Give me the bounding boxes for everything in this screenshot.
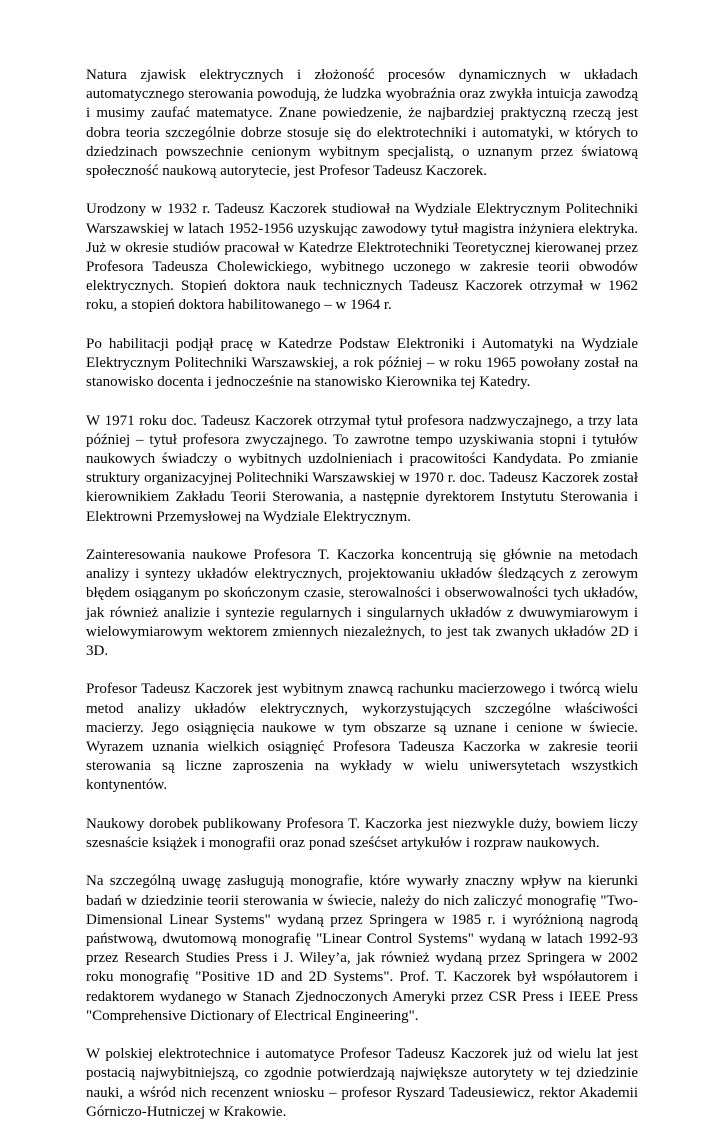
paragraph-matrix-calculus: Profesor Tadeusz Kaczorek jest wybitnym znawcą rachunku macierzowego i twórcą wielu metod analizy układów elektrycznych, wykorzystujących szczególne właściwości macierzy. Jego osiągnięcia naukowe w tym obszarze są uznane i cenione w świecie. Wyrazem uznania wielkich osiągnięć Profesora Tadeusza Kaczorka w zakresie teorii sterowania są liczne zaproszenia na wykłady w wielu uniwersytetach wszystkich kontynentów. — [86, 681, 638, 794]
paragraph-intro: Natura zjawisk elektrycznych i złożoność procesów dynamicznych w układach automatycznego sterowania powodują, że ludzka wyobraźnia oraz zwykła intuicja zawodzą i musimy zaufać matematyce. Znane powiedzenie, że najbardziej praktyczną rzeczą jest dobra teoria szczególnie dobrze stosuje się do elektrotechniki i automatyki, w których to dziedzinach powszechnie cenionym wybitnym specjalistą, o uznanym przez światową społeczność naukową autorytecie, jest Profesor Tadeusz Kaczorek. — [86, 67, 638, 180]
paragraph-conclusion: W polskiej elektrotechnice i automatyce Profesor Tadeusz Kaczorek już od wielu lat jest postacią najwybitniejszą, co zgodnie potwierdzają największe autorytety w tej dziedzinie nauki, a wśród nich recenzent wniosku – profesor Ryszard Tadeusiewicz, rektor Akademii Górniczo-Hutniczej w Krakowie. — [86, 1046, 638, 1120]
paragraph-habilitation: Po habilitacji podjął pracę w Katedrze Podstaw Elektroniki i Automatyki na Wydziale Elektrycznym Politechniki Warszawskiej, a rok później – w roku 1965 powołany został na stanowisko docenta i jednocześnie na stanowisko Kierownika tej Katedry. — [86, 335, 638, 391]
document-page — [86, 66, 638, 1141]
paragraph-publications: Naukowy dorobek publikowany Profesora T. Kaczorka jest niezwykle duży, bowiem liczy szesnaście książek i monografii oraz ponad sześćset artykułów i rozpraw naukowych. — [86, 815, 638, 852]
paragraph-monographs: Na szczególną uwagę zasługują monografie, które wywarły znaczny wpływ na kierunki badań w dziedzinie teorii sterowania w świecie, należy do nich zaliczyć monografię "Two-Dimensional Linear Systems" wydaną przez Springera w 1985 r. i wyróżnioną nagrodą państwową, dwutomową monografię "Linear Control Systems" wydaną w latach 1992-93 przez Research Studies Press i J. Wiley’a, jak również wydaną przez Springera w 2002 roku monografię "Positive 1D and 2D Systems". Prof. T. Kaczorek był współautorem i redaktorem wydanego w Stanach Zjednoczonych Ameryki przez CSR Press i IEEE Press "Comprehensive Dictionary of Electrical Engineering". — [86, 873, 638, 1024]
paragraph-professorship: W 1971 roku doc. Tadeusz Kaczorek otrzymał tytuł profesora nadzwyczajnego, a trzy lata później – tytuł profesora zwyczajnego. To zawrotne tempo uzyskiwania stopni i tytułów naukowych świadczy o wybitnych uzdolnieniach i pracowitości Kandydata. Po zmianie struktury organizacyjnej Politechniki Warszawskiej w 1970 r. doc. Tadeusz Kaczorek został kierownikiem Zakładu Teorii Sterowania, a następnie dyrektorem Instytutu Sterowania i Elektrowni Przemysłowej na Wydziale Elektrycznym. — [86, 412, 638, 525]
paragraph-research-interests: Zainteresowania naukowe Profesora T. Kaczorka koncentrują się głównie na metodach analizy i syntezy układów elektrycznych, projektowaniu układów śledzących z zerowym błędem osiąganym po skończonym czasie, sterowalności i obserwowalności tych układów, jak również analizie i syntezie regularnych i singularnych układów z dwuwymiarowym i wielowymiarowym wektorem zmiennych niezależnych, to jest tak zwanych układów 2D i 3D. — [86, 547, 638, 660]
paragraph-education: Urodzony w 1932 r. Tadeusz Kaczorek studiował na Wydziale Elektrycznym Politechniki Warszawskiej w latach 1952-1956 uzyskując zawodowy tytuł magistra inżyniera elektryka. Już w okresie studiów pracował w Katedrze Elektrotechniki Teoretycznej kierowanej przez Profesora Tadeusza Cholewickiego, wybitnego uczonego w zakresie teorii obwodów elektrycznych. Stopień doktora nauk technicznych Tadeusz Kaczorek otrzymał w 1962 roku, a stopień doktora habilitowanego – w 1964 r. — [86, 201, 638, 314]
